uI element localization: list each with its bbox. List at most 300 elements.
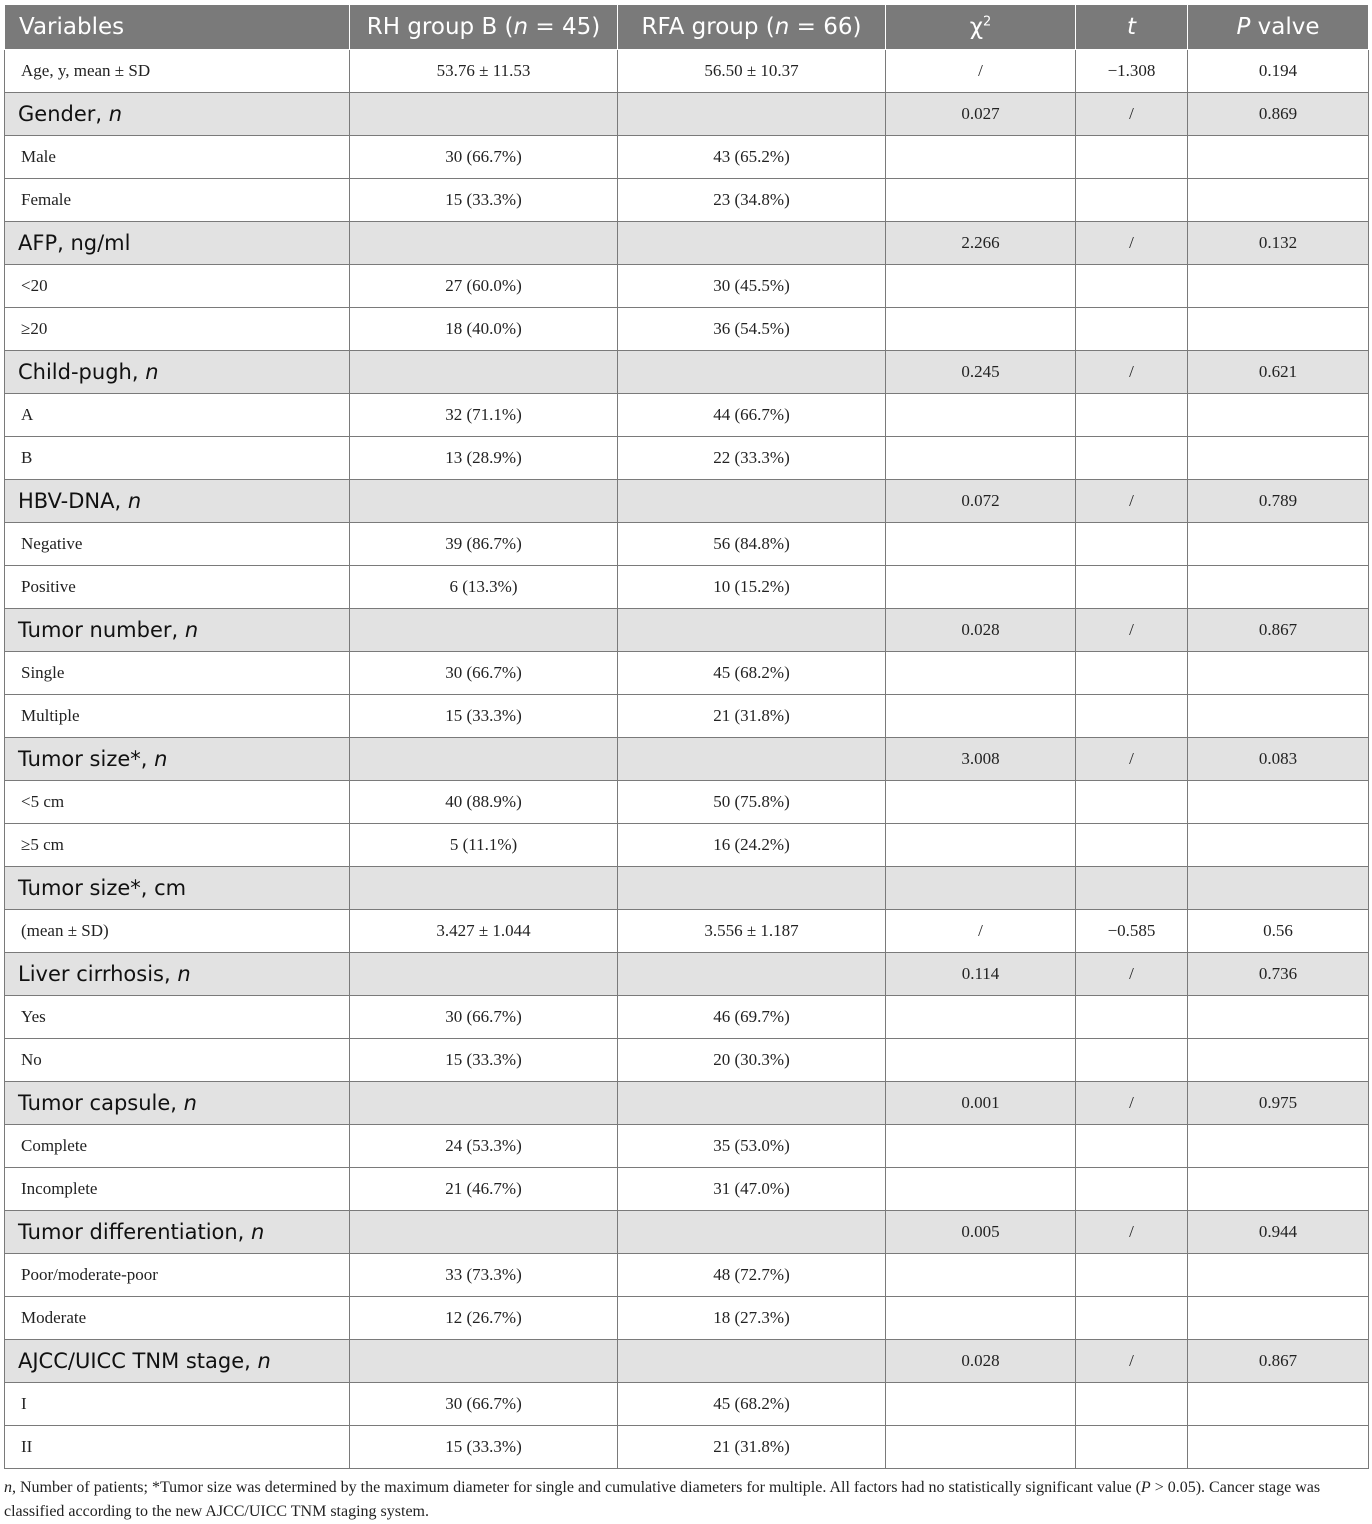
cell-variable (5, 1211, 350, 1254)
cell-t (1076, 1426, 1188, 1469)
variable-label: ≥5 cm (21, 835, 64, 854)
cell-chi-square (886, 1297, 1076, 1340)
cell-rh-group: 30 (66.7%) (350, 996, 618, 1039)
variable-label: B (21, 448, 33, 467)
cell-variable (5, 1254, 350, 1297)
variable-label: Yes (21, 1007, 46, 1026)
cell-p-value (1188, 1297, 1369, 1340)
table-container (4, 4, 1368, 1469)
cell-rh-group: 27 (60.0%) (350, 265, 618, 308)
variable-label: A (21, 405, 34, 424)
cell-chi-square (886, 179, 1076, 222)
cell-rh-group (350, 1082, 618, 1125)
cell-variable (5, 824, 350, 867)
cell-rfa-group (618, 1211, 886, 1254)
cell-rfa-group: 16 (24.2%) (618, 824, 886, 867)
cell-chi-square: 0.114 (886, 953, 1076, 996)
variable-label: AJCC/UICC TNM stage, (18, 1349, 258, 1373)
cell-rfa-group: 30 (45.5%) (618, 265, 886, 308)
cell-rfa-group (618, 953, 886, 996)
table-group-row (5, 222, 1369, 265)
cell-rh-group (350, 867, 618, 910)
header-p-letter: P (1236, 14, 1251, 40)
cell-variable (5, 222, 350, 265)
table-group-row (5, 609, 1369, 652)
cell-t (1076, 1383, 1188, 1426)
cell-variable (5, 867, 350, 910)
cell-variable (5, 781, 350, 824)
cell-p-value (1188, 523, 1369, 566)
cell-p-value (1188, 695, 1369, 738)
cell-p-value: 0.621 (1188, 351, 1369, 394)
cell-t (1076, 566, 1188, 609)
cell-rh-group (350, 480, 618, 523)
header-variables-text: Variables (19, 14, 125, 40)
cell-p-value: 0.869 (1188, 93, 1369, 136)
table-row (5, 1125, 1369, 1168)
cell-p-value (1188, 1254, 1369, 1297)
cell-p-value: 0.083 (1188, 738, 1369, 781)
cell-rh-group: 21 (46.7%) (350, 1168, 618, 1211)
footnote-n: n (4, 1479, 12, 1496)
cell-chi-square: 2.266 (886, 222, 1076, 265)
header-rh-suffix: = 45) (528, 14, 601, 40)
cell-chi-square (886, 437, 1076, 480)
cell-p-value: 0.867 (1188, 1340, 1369, 1383)
variable-label-n: n (154, 747, 168, 771)
header-variables (5, 5, 350, 50)
cell-p-value (1188, 996, 1369, 1039)
cell-chi-square: / (886, 50, 1076, 93)
variable-label: (mean ± SD) (21, 921, 109, 940)
table-row (5, 781, 1369, 824)
variable-label: II (21, 1437, 33, 1456)
header-rh-n: n (513, 14, 529, 40)
cell-rh-group: 6 (13.3%) (350, 566, 618, 609)
cell-rh-group (350, 351, 618, 394)
variable-label: Tumor number, (18, 618, 185, 642)
variable-label: Female (21, 190, 72, 209)
header-rh-group (350, 5, 618, 50)
cell-variable (5, 1082, 350, 1125)
cell-rh-group: 39 (86.7%) (350, 523, 618, 566)
cell-rh-group: 30 (66.7%) (350, 1383, 618, 1426)
cell-p-value (1188, 1039, 1369, 1082)
cell-t (1076, 781, 1188, 824)
cell-p-value (1188, 1426, 1369, 1469)
variable-label: Tumor size*, (18, 747, 155, 771)
variable-label-n: n (145, 360, 159, 384)
cell-t (1076, 523, 1188, 566)
cell-rfa-group: 35 (53.0%) (618, 1125, 886, 1168)
variable-label-n: n (184, 618, 199, 642)
cell-chi-square (886, 1383, 1076, 1426)
cell-t: / (1076, 1211, 1188, 1254)
cell-t: / (1076, 222, 1188, 265)
cell-variable (5, 523, 350, 566)
cell-p-value (1188, 308, 1369, 351)
variable-label: Tumor capsule, (18, 1091, 184, 1115)
cell-rh-group: 15 (33.3%) (350, 1039, 618, 1082)
cell-variable (5, 308, 350, 351)
table-row (5, 308, 1369, 351)
variable-label: <20 (21, 276, 48, 295)
cell-variable (5, 179, 350, 222)
cell-p-value: 0.867 (1188, 609, 1369, 652)
cell-t: −0.585 (1076, 910, 1188, 953)
cell-rfa-group: 20 (30.3%) (618, 1039, 886, 1082)
table-row (5, 179, 1369, 222)
cell-chi-square (886, 1039, 1076, 1082)
cell-p-value (1188, 394, 1369, 437)
header-rfa-group (618, 5, 886, 50)
table-row (5, 1168, 1369, 1211)
cell-t: / (1076, 93, 1188, 136)
cell-chi-square: 0.027 (886, 93, 1076, 136)
cell-t: / (1076, 609, 1188, 652)
table-row (5, 437, 1369, 480)
cell-rfa-group: 31 (47.0%) (618, 1168, 886, 1211)
cell-chi-square (886, 1254, 1076, 1297)
cell-p-value: 0.789 (1188, 480, 1369, 523)
cell-chi-square (886, 652, 1076, 695)
cell-rh-group: 53.76 ± 11.53 (350, 50, 618, 93)
cell-p-value (1188, 265, 1369, 308)
variable-label-n: n (183, 1091, 197, 1115)
cell-t (1076, 265, 1188, 308)
cell-chi-square: 0.028 (886, 609, 1076, 652)
cell-rh-group: 30 (66.7%) (350, 652, 618, 695)
cell-variable (5, 437, 350, 480)
cell-rh-group (350, 1211, 618, 1254)
cell-p-value (1188, 652, 1369, 695)
cell-t (1076, 652, 1188, 695)
cell-variable (5, 566, 350, 609)
cell-rfa-group: 22 (33.3%) (618, 437, 886, 480)
header-t-text: t (1126, 14, 1137, 40)
cell-rh-group (350, 93, 618, 136)
cell-rfa-group: 10 (15.2%) (618, 566, 886, 609)
cell-chi-square: 3.008 (886, 738, 1076, 781)
table-group-row (5, 1211, 1369, 1254)
table-row (5, 394, 1369, 437)
cell-p-value: 0.56 (1188, 910, 1369, 953)
cell-rfa-group: 21 (31.8%) (618, 695, 886, 738)
table-row (5, 652, 1369, 695)
cell-rfa-group: 44 (66.7%) (618, 394, 886, 437)
cell-t: / (1076, 480, 1188, 523)
cell-rh-group (350, 738, 618, 781)
cell-rh-group (350, 609, 618, 652)
cell-variable (5, 265, 350, 308)
table-group-row (5, 93, 1369, 136)
table-group-row (5, 1082, 1369, 1125)
cell-p-value: 0.132 (1188, 222, 1369, 265)
cell-t: / (1076, 738, 1188, 781)
header-rfa-suffix: = 66) (789, 14, 862, 40)
cell-rfa-group: 36 (54.5%) (618, 308, 886, 351)
cell-t (1076, 437, 1188, 480)
cell-chi-square (886, 867, 1076, 910)
cell-rh-group (350, 222, 618, 265)
cell-variable (5, 351, 350, 394)
table-row (5, 695, 1369, 738)
table-row (5, 523, 1369, 566)
header-row (5, 5, 1369, 50)
cell-rh-group: 3.427 ± 1.044 (350, 910, 618, 953)
table-group-row (5, 351, 1369, 394)
cell-rh-group: 15 (33.3%) (350, 179, 618, 222)
cell-chi-square: 0.245 (886, 351, 1076, 394)
cell-rfa-group: 45 (68.2%) (618, 1383, 886, 1426)
table-row (5, 910, 1369, 953)
cell-rh-group (350, 1340, 618, 1383)
cell-rfa-group: 56 (84.8%) (618, 523, 886, 566)
cell-chi-square: 0.028 (886, 1340, 1076, 1383)
cell-rfa-group (618, 93, 886, 136)
cell-t: / (1076, 1340, 1188, 1383)
cell-t (1076, 996, 1188, 1039)
cell-p-value (1188, 1383, 1369, 1426)
cell-variable (5, 738, 350, 781)
table-group-row (5, 738, 1369, 781)
cell-p-value: 0.975 (1188, 1082, 1369, 1125)
variable-label: Positive (21, 577, 76, 596)
table-body (5, 50, 1369, 1469)
cell-variable (5, 1125, 350, 1168)
cell-chi-square: 0.072 (886, 480, 1076, 523)
cell-rfa-group (618, 1082, 886, 1125)
variable-label-n: n (127, 489, 142, 513)
cell-t: / (1076, 1082, 1188, 1125)
cell-t: / (1076, 953, 1188, 996)
cell-rfa-group: 43 (65.2%) (618, 136, 886, 179)
footnote-part1: , Number of patients; *Tumor size was determined by the maximum diameter for single and cumulative diameters for multiple. All factors had no statistically significant value ( (12, 1479, 1141, 1496)
header-rfa-n: n (774, 14, 790, 40)
table-row (5, 566, 1369, 609)
cell-variable (5, 652, 350, 695)
variable-label-n: n (251, 1220, 265, 1244)
cell-rh-group: 13 (28.9%) (350, 437, 618, 480)
cell-rfa-group: 50 (75.8%) (618, 781, 886, 824)
variable-label-n: n (108, 102, 123, 126)
variable-label: Gender, (18, 102, 109, 126)
cell-chi-square: 0.005 (886, 1211, 1076, 1254)
cell-p-value (1188, 824, 1369, 867)
variable-label: HBV-DNA, (18, 489, 128, 513)
cell-p-value (1188, 781, 1369, 824)
cell-rh-group: 12 (26.7%) (350, 1297, 618, 1340)
variable-label: Moderate (21, 1308, 87, 1327)
variable-label: Age, y, mean ± SD (21, 61, 151, 80)
cell-rfa-group: 23 (34.8%) (618, 179, 886, 222)
variable-label: ≥20 (21, 319, 48, 338)
cell-p-value (1188, 1168, 1369, 1211)
cell-rh-group: 5 (11.1%) (350, 824, 618, 867)
table-footnote (4, 1476, 1368, 1524)
cell-rfa-group (618, 480, 886, 523)
table-row (5, 1426, 1369, 1469)
header-chi-symbol: χ (969, 14, 983, 40)
table-group-row (5, 867, 1369, 910)
variable-label-n: n (257, 1349, 271, 1373)
cell-chi-square (886, 1426, 1076, 1469)
cell-rh-group: 32 (71.1%) (350, 394, 618, 437)
cell-p-value: 0.194 (1188, 50, 1369, 93)
cell-variable (5, 1297, 350, 1340)
variable-label: Liver cirrhosis, (18, 962, 178, 986)
cell-rfa-group: 48 (72.7%) (618, 1254, 886, 1297)
variable-label: Poor/moderate-poor (21, 1265, 158, 1284)
cell-p-value (1188, 437, 1369, 480)
variable-label: No (21, 1050, 42, 1069)
cell-p-value (1188, 566, 1369, 609)
cell-rfa-group (618, 738, 886, 781)
header-p-value (1188, 5, 1369, 50)
table-row (5, 265, 1369, 308)
cell-chi-square (886, 308, 1076, 351)
variable-label: Incomplete (21, 1179, 98, 1198)
variable-label: Complete (21, 1136, 88, 1155)
cell-chi-square (886, 1168, 1076, 1211)
cell-rfa-group (618, 351, 886, 394)
cell-chi-square (886, 265, 1076, 308)
header-p-rest: valve (1250, 14, 1320, 40)
cell-chi-square (886, 523, 1076, 566)
cell-variable (5, 1039, 350, 1082)
variable-label: Tumor differentiation, (18, 1220, 252, 1244)
variable-label: Multiple (21, 706, 80, 725)
cell-chi-square: / (886, 910, 1076, 953)
header-chi-square (886, 5, 1076, 50)
cell-p-value (1188, 179, 1369, 222)
cell-p-value (1188, 1125, 1369, 1168)
header-t (1076, 5, 1188, 50)
cell-t (1076, 1168, 1188, 1211)
cell-variable (5, 394, 350, 437)
cell-variable (5, 910, 350, 953)
cell-t: −1.308 (1076, 50, 1188, 93)
cell-rh-group: 15 (33.3%) (350, 1426, 618, 1469)
variable-label: <5 cm (21, 792, 65, 811)
cell-variable (5, 695, 350, 738)
table-row (5, 136, 1369, 179)
cell-rfa-group (618, 609, 886, 652)
table-group-row (5, 1340, 1369, 1383)
header-rfa-prefix: RFA group ( (641, 14, 775, 40)
cell-rfa-group: 3.556 ± 1.187 (618, 910, 886, 953)
cell-p-value (1188, 867, 1369, 910)
cell-t (1076, 179, 1188, 222)
variable-label: Male (21, 147, 56, 166)
cell-variable (5, 93, 350, 136)
variable-label: AFP, ng/ml (18, 231, 131, 255)
table-row (5, 1254, 1369, 1297)
cell-chi-square (886, 566, 1076, 609)
cell-p-value: 0.736 (1188, 953, 1369, 996)
variable-label: I (21, 1394, 27, 1413)
cell-rh-group: 24 (53.3%) (350, 1125, 618, 1168)
cell-rfa-group: 18 (27.3%) (618, 1297, 886, 1340)
cell-chi-square (886, 1125, 1076, 1168)
cell-t: / (1076, 351, 1188, 394)
variable-label: Tumor size*, cm (18, 876, 187, 900)
cell-chi-square: 0.001 (886, 1082, 1076, 1125)
cell-p-value: 0.944 (1188, 1211, 1369, 1254)
cell-t (1076, 394, 1188, 437)
cell-rfa-group: 56.50 ± 10.37 (618, 50, 886, 93)
cell-rfa-group: 46 (69.7%) (618, 996, 886, 1039)
cell-rh-group: 33 (73.3%) (350, 1254, 618, 1297)
variable-label: Single (21, 663, 65, 682)
cell-variable (5, 1340, 350, 1383)
cell-t (1076, 1297, 1188, 1340)
header-rh-prefix: RH group B ( (366, 14, 514, 40)
footnote-part2: > 0.05). Cancer stage was classified according to the new AJCC/UICC TNM staging system. (4, 1479, 1321, 1520)
cell-chi-square (886, 996, 1076, 1039)
cell-chi-square (886, 695, 1076, 738)
cell-rh-group: 18 (40.0%) (350, 308, 618, 351)
header-chi-superscript: 2 (983, 14, 992, 30)
cell-variable (5, 953, 350, 996)
cell-variable (5, 609, 350, 652)
cell-t (1076, 1254, 1188, 1297)
cell-variable (5, 50, 350, 93)
cell-chi-square (886, 136, 1076, 179)
cell-t (1076, 308, 1188, 351)
cell-variable (5, 1168, 350, 1211)
cell-chi-square (886, 781, 1076, 824)
cell-p-value (1188, 136, 1369, 179)
cell-t (1076, 824, 1188, 867)
table-group-row (5, 480, 1369, 523)
table-row (5, 50, 1369, 93)
cell-variable (5, 480, 350, 523)
cell-variable (5, 136, 350, 179)
cell-rfa-group: 45 (68.2%) (618, 652, 886, 695)
cell-t (1076, 136, 1188, 179)
cell-t (1076, 867, 1188, 910)
table-group-row (5, 953, 1369, 996)
cell-t (1076, 695, 1188, 738)
table-row (5, 1039, 1369, 1082)
cell-rh-group (350, 953, 618, 996)
table-row (5, 1297, 1369, 1340)
cell-rfa-group (618, 867, 886, 910)
variable-label-n: n (177, 962, 191, 986)
baseline-characteristics-table (4, 4, 1369, 1469)
cell-rh-group: 30 (66.7%) (350, 136, 618, 179)
table-row (5, 1383, 1369, 1426)
table-row (5, 824, 1369, 867)
cell-rfa-group: 21 (31.8%) (618, 1426, 886, 1469)
cell-t (1076, 1039, 1188, 1082)
cell-rfa-group (618, 222, 886, 265)
table-row (5, 996, 1369, 1039)
cell-t (1076, 1125, 1188, 1168)
cell-chi-square (886, 824, 1076, 867)
cell-variable (5, 1426, 350, 1469)
footnote-p: P (1140, 1479, 1151, 1496)
cell-rh-group: 40 (88.9%) (350, 781, 618, 824)
variable-label: Child-pugh, (18, 360, 146, 384)
cell-variable (5, 996, 350, 1039)
variable-label: Negative (21, 534, 83, 553)
cell-variable (5, 1383, 350, 1426)
cell-chi-square (886, 394, 1076, 437)
cell-rh-group: 15 (33.3%) (350, 695, 618, 738)
cell-rfa-group (618, 1340, 886, 1383)
